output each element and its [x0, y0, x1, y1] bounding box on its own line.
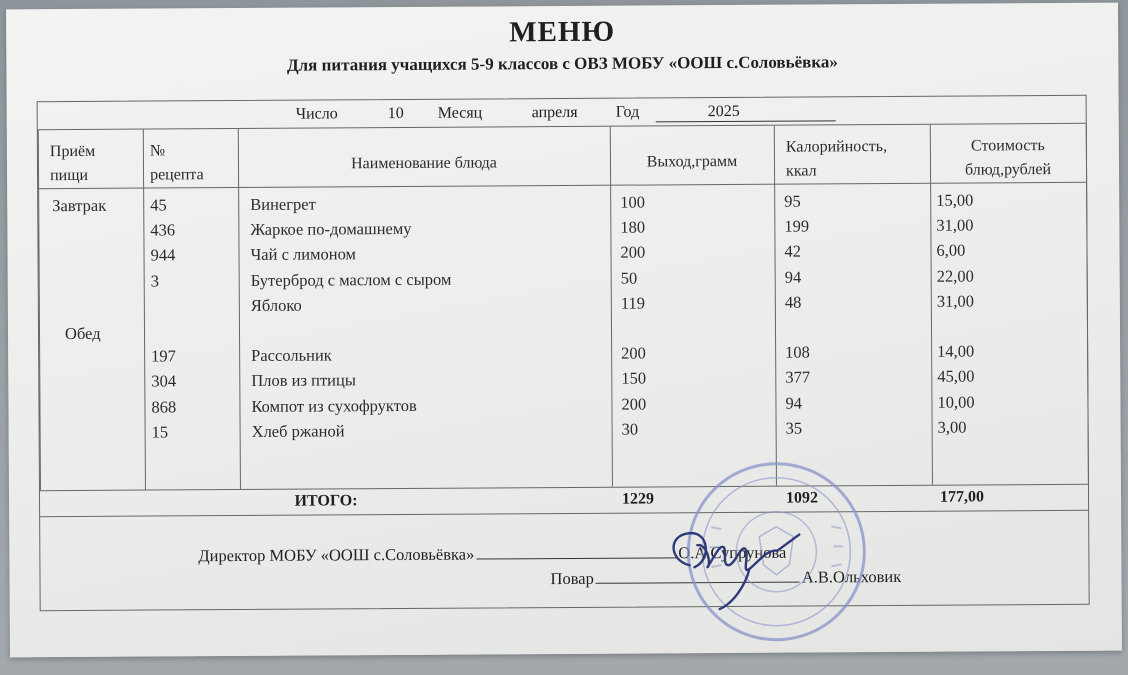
- dish-name: Бутерброд с маслом с сыром: [250, 269, 452, 290]
- dish-cost: 15,00: [936, 190, 974, 210]
- meal-lunch: Обед: [64, 323, 101, 344]
- dish-name: Компот из сухофруктов: [251, 395, 417, 416]
- col-divider: [238, 129, 241, 489]
- header-cost: Стоимость блюд,рублей: [964, 137, 1052, 179]
- dish-output: 119: [620, 293, 646, 313]
- cook-name: А.В.Ольховик: [801, 566, 902, 587]
- meal-breakfast: Завтрак: [52, 195, 107, 216]
- recipe-number: 3: [150, 271, 159, 291]
- dish-kcal: 108: [785, 342, 810, 362]
- col-divider: [610, 127, 613, 487]
- dish-output: 100: [620, 192, 646, 212]
- recipe-number: 868: [151, 396, 177, 417]
- dish-name: Рассольник: [251, 345, 332, 366]
- header-meal: Приём пищи: [49, 142, 96, 185]
- document-title: МЕНЮ: [509, 15, 616, 49]
- totals-output: 1229: [621, 490, 655, 508]
- dish-kcal: 48: [784, 292, 802, 312]
- col-divider: [1086, 124, 1089, 484]
- dish-output: 180: [620, 217, 646, 237]
- dish-kcal: 42: [784, 241, 802, 262]
- document-subtitle: Для питания учащихся 5-9 классов с ОВЗ МОБУ «ООШ с.Соловьёвка»: [286, 52, 838, 75]
- dish-cost: 3,00: [937, 417, 967, 437]
- director-role: Директор МОБУ «ООШ с.Соловьёвка»: [198, 544, 475, 566]
- dish-name: Яблоко: [250, 295, 302, 315]
- recipe-number: 15: [151, 422, 169, 442]
- dish-kcal: 94: [785, 393, 803, 413]
- col-divider: [143, 130, 146, 490]
- cook-role: Повар: [550, 568, 594, 589]
- header-output: Выход,грамм: [646, 152, 738, 171]
- dish-cost: 6,00: [936, 240, 966, 261]
- header-recipe: № рецепта: [149, 142, 204, 184]
- dish-kcal: 377: [785, 367, 811, 388]
- recipe-number: 304: [151, 371, 177, 391]
- header-calories: Калорийность, ккал: [785, 138, 888, 180]
- totals-label: ИТОГО:: [294, 492, 358, 510]
- dish-output: 200: [621, 394, 647, 414]
- col-divider: [774, 126, 777, 486]
- dish-output: 50: [620, 268, 638, 288]
- dish-kcal: 199: [784, 216, 810, 236]
- dish-kcal: 35: [785, 418, 803, 438]
- header-dish: Наименование блюда: [351, 154, 497, 173]
- dish-cost: 45,00: [937, 366, 975, 387]
- dish-cost: 14,00: [937, 341, 975, 361]
- dish-output: 200: [621, 343, 646, 363]
- dish-cost: 31,00: [936, 291, 975, 311]
- totals-cost: 177,00: [939, 488, 985, 506]
- dish-output: 150: [621, 368, 647, 389]
- year-value: 2025: [656, 102, 836, 122]
- day-value: 10: [387, 104, 404, 123]
- recipe-number: 944: [150, 245, 176, 265]
- dish-cost: 10,00: [937, 392, 975, 412]
- dish-name: Чай с лимоном: [250, 244, 357, 265]
- dish-name: Жаркое по-домашнему: [250, 219, 412, 240]
- recipe-number: 45: [150, 195, 167, 215]
- menu-table: [37, 95, 1090, 611]
- dish-cost: 31,00: [936, 215, 974, 235]
- dish-output: 30: [621, 419, 639, 439]
- date-line: [38, 96, 1086, 130]
- totals-kcal: 1092: [785, 489, 819, 507]
- year-label: Год: [615, 103, 640, 121]
- director-name: О.А.Супрунова: [678, 542, 787, 563]
- recipe-number: 197: [151, 346, 176, 366]
- menu-sheet: [6, 3, 1122, 658]
- col-divider: [38, 130, 41, 490]
- dish-kcal: 94: [784, 267, 802, 287]
- month-label: Месяц: [437, 104, 483, 122]
- dish-kcal: 95: [784, 191, 801, 211]
- recipe-number: 436: [150, 220, 176, 240]
- dish-name: Плов из птицы: [251, 370, 356, 391]
- month-value: апреля: [531, 103, 578, 122]
- dish-cost: 22,00: [936, 266, 974, 286]
- dish-name: Винегрет: [250, 194, 316, 214]
- handwritten-signature: [649, 504, 820, 615]
- day-label: Число: [295, 105, 338, 123]
- dish-name: Хлеб ржаной: [251, 421, 345, 441]
- dish-output: 200: [620, 242, 646, 263]
